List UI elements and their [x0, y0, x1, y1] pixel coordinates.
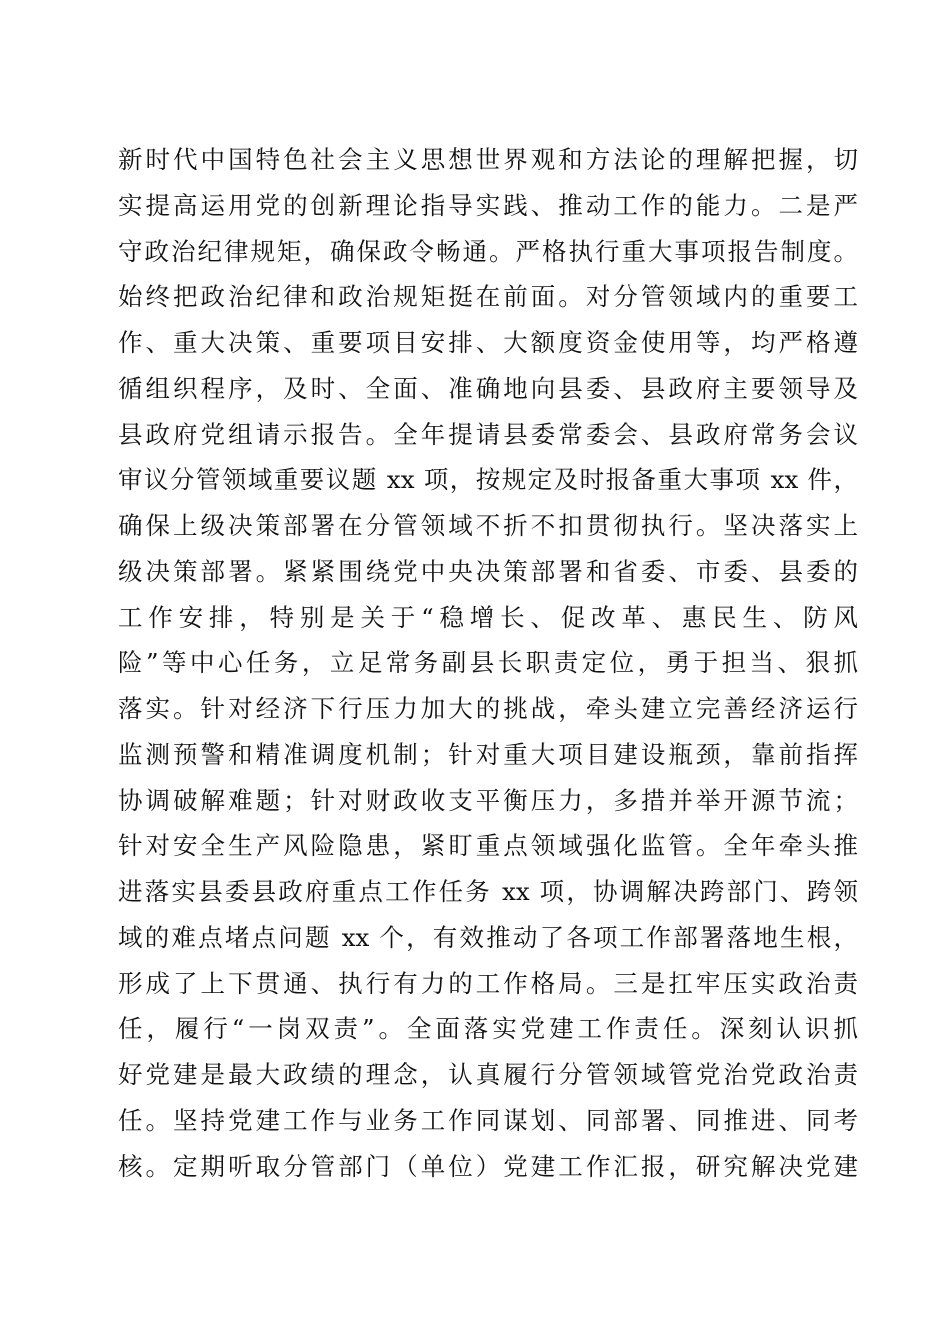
text-line: 始终把政治纪律和政治规矩挺在前面。对分管领域内的重要工: [118, 282, 858, 312]
text-line: 审议分管领域重要议题 xx 项，按规定及时报备重大事项 xx 件，: [118, 465, 858, 495]
text-line: 新时代中国特色社会主义思想世界观和方法论的理解把握，切: [118, 145, 858, 174]
text-line: 确保上级决策部署在分管领域不折不扣贯彻执行。坚决落实上: [118, 511, 858, 540]
text-line: 工作安排，特别是关于“稳增长、促改革、惠民生、防风: [118, 602, 858, 632]
text-line: 任，履行“一岗双责”。全面落实党建工作责任。深刻认识抓: [118, 1014, 858, 1044]
text-line: 作、重大决策、重要项目安排、大额度资金使用等，均严格遵: [118, 328, 858, 357]
text-line: 落实。针对经济下行压力加大的挑战，牵头建立完善经济运行: [118, 694, 858, 723]
text-line: 核。定期听取分管部门（单位）党建工作汇报，研究解决党建: [118, 1151, 858, 1181]
text-line: 好党建是最大政绩的理念，认真履行分管领域管党治党政治责: [118, 1060, 858, 1089]
text-line: 险”等中心任务，立足常务副县长职责定位，勇于担当、狠抓: [118, 648, 858, 678]
text-line: 形成了上下贯通、执行有力的工作格局。三是扛牢压实政治责: [118, 968, 858, 998]
text-line: 监测预警和精准调度机制；针对重大项目建设瓶颈，靠前指挥: [118, 739, 858, 769]
text-line: 进落实县委县政府重点工作任务 xx 项，协调解决跨部门、跨领: [118, 877, 858, 906]
text-line: 守政治纪律规矩，确保政令畅通。严格执行重大事项报告制度。: [118, 236, 858, 266]
text-line: 任。坚持党建工作与业务工作同谋划、同部署、同推进、同考: [118, 1105, 858, 1135]
body-paragraph: [118, 137, 858, 1189]
text-line: 级决策部署。紧紧围绕党中央决策部署和省委、市委、县委的: [118, 556, 858, 586]
text-line: 域的难点堵点问题 xx 个，有效推动了各项工作部署落地生根，: [118, 922, 858, 952]
text-line: 实提高运用党的创新理论指导实践、推动工作的能力。二是严: [118, 190, 858, 220]
text-line: 县政府党组请示报告。全年提请县委常委会、县政府常务会议: [118, 419, 858, 449]
text-line: 协调破解难题；针对财政收支平衡压力，多措并举开源节流；: [118, 785, 858, 815]
text-line: 循组织程序，及时、全面、准确地向县委、县政府主要领导及: [118, 373, 858, 403]
text-line: 针对安全生产风险隐患，紧盯重点领域强化监管。全年牵头推: [118, 831, 858, 861]
